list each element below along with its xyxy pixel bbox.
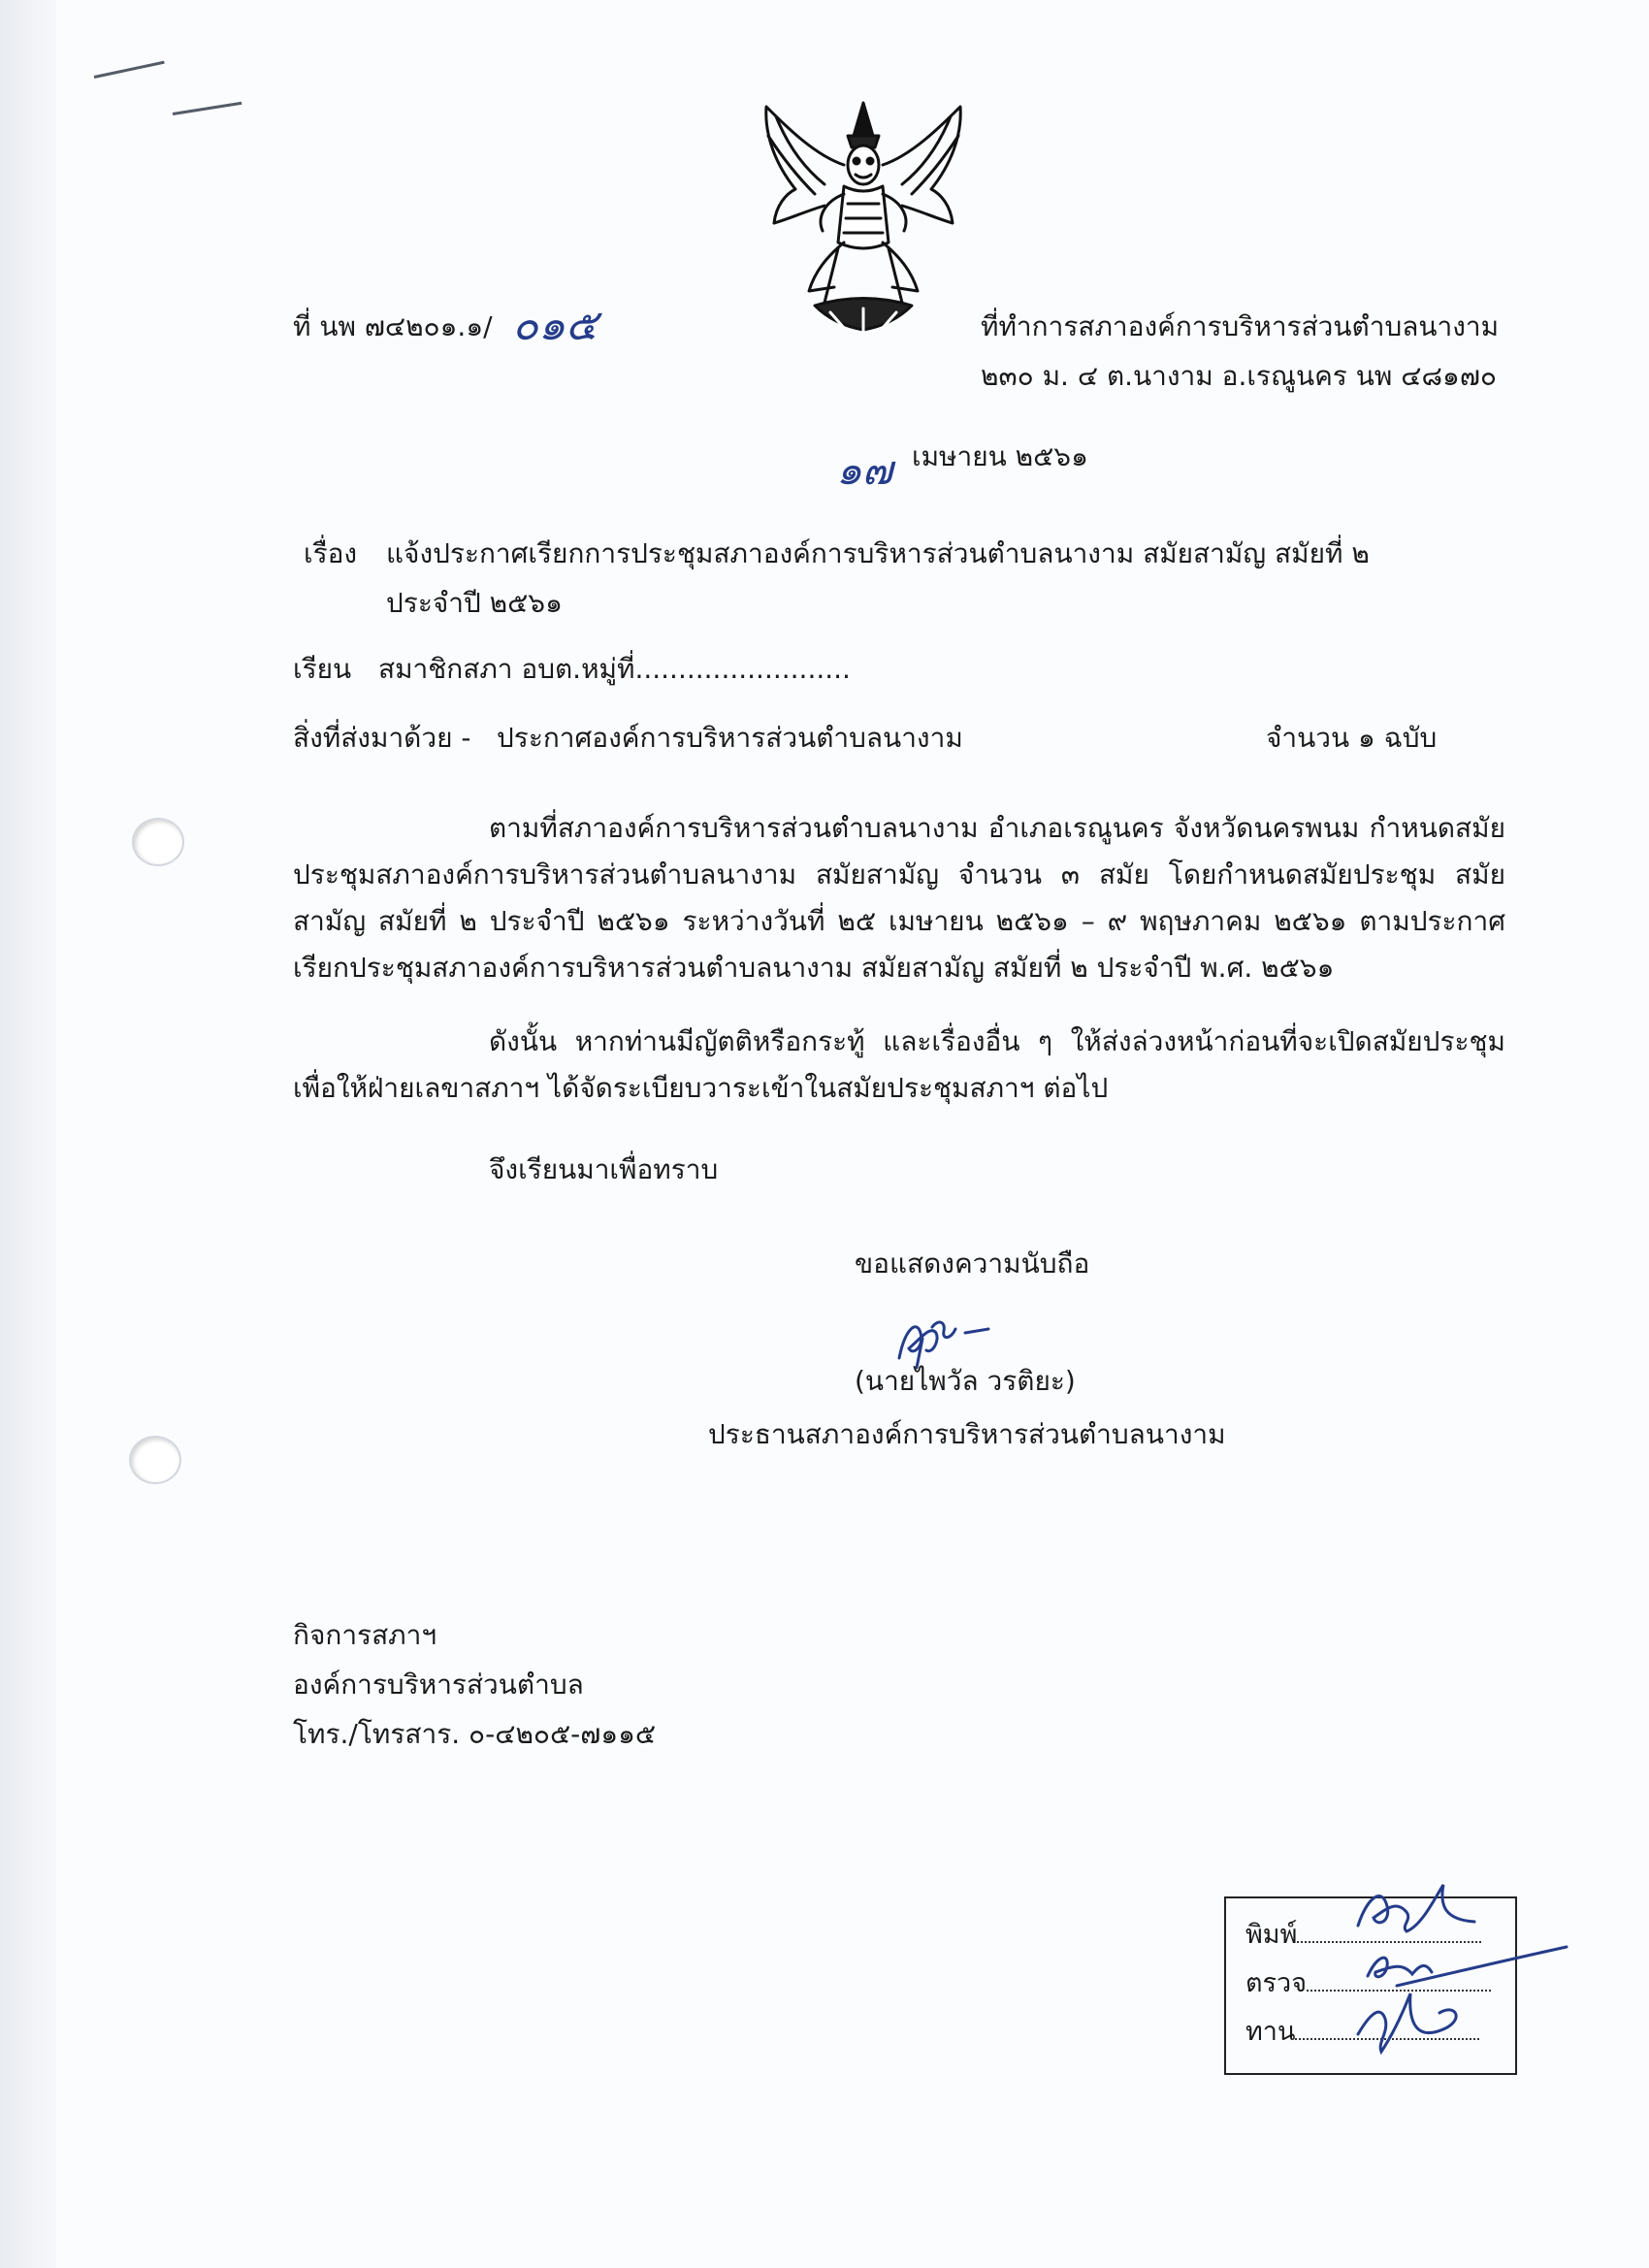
closing-line: จึงเรียนมาเพื่อทราบ (489, 1153, 719, 1185)
subject-line-1: แจ้งประกาศเรียกการประชุมสภาองค์การบริหารส่วนตำบลนางาม สมัยสามัญ สมัยที่ ๒ (386, 537, 1370, 569)
reference-number (293, 308, 493, 345)
date-day-handwritten: ๑๗ (836, 446, 893, 494)
recipient-label: เรียน (293, 653, 352, 685)
body-paragraph-1-text: ตามที่สภาองค์การบริหารส่วนตำบลนางาม อำเภอเรณูนคร จังหวัดนครพนม กำหนดสมัยประชุมสภาองค์การบริหารส่วนตำบลนางาม สมัยสามัญ จำนวน ๓ สมัย โดยกำหนดสมัยประชุม สมัยสามัญ สมัยที่ ๒ ประจำปี ๒๕๖๑ ระหว่างวันที่ ๒๕ เมษายน ๒๕๖๑ – ๙ พฤษภาคม ๒๕๖๑ ตามประกาศเรียกประชุมสภาองค์การบริหารส่วนตำบลนางาม สมัยสามัญ สมัยที่ ๒ ประจำปี พ.ศ. ๒๕๖๑ (293, 812, 1505, 984)
stamp-initials (1339, 1858, 1571, 2086)
reference-printed: ที่ นพ ๗๔๒๐๑.๑/ (293, 310, 493, 342)
salutation: ขอแสดงความนับถือ (855, 1247, 1090, 1280)
signer-name: (นายไพวัล วรติยะ) (855, 1365, 1076, 1397)
subject-line-2: ประจำปี ๒๕๖๑ (386, 587, 563, 619)
staple-mark (94, 61, 165, 79)
signer-title: ประธานสภาองค์การบริหารส่วนตำบลนางาม (708, 1418, 1226, 1450)
punch-hole (132, 818, 184, 866)
garuda-emblem (747, 97, 980, 335)
stamp-checked-label: ตรวจ (1245, 1968, 1308, 1998)
enclosure-label: สิ่งที่ส่งมาด้วย - (293, 722, 471, 754)
date-month-year: เมษายน ๒๕๖๑ (912, 440, 1088, 472)
punch-hole (129, 1436, 181, 1484)
body-paragraph-2 (293, 1019, 1505, 1112)
body-paragraph-2-text: ดังนั้น หากท่านมีญัตติหรือกระทู้ และเรื่องอื่น ๆ ให้ส่งล่วงหน้าก่อนที่จะเปิดสมัยประชุมเพื่อให้ฝ่ายเลขาสภาฯ ได้จัดระเบียบวาระเข้าในสมัยประชุมสภาฯ ต่อไป (293, 1025, 1505, 1104)
subject-label: เรื่อง (304, 537, 358, 569)
footer-phone: โทร./โทรสาร. ๐-๔๒๐๕-๗๑๑๕ (293, 1718, 657, 1750)
stamp-typed-label: พิมพ์ (1245, 1920, 1298, 1950)
reference-handwritten: ๐๑๕ (512, 301, 598, 350)
stamp-reviewed-label: ทาน (1245, 2017, 1296, 2047)
enclosure-text: ประกาศองค์การบริหารส่วนตำบลนางาม (497, 722, 963, 754)
office-name: ที่ทำการสภาองค์การบริหารส่วนตำบลนางาม (981, 310, 1500, 342)
body-paragraph-1 (293, 805, 1505, 991)
footer-organization: องค์การบริหารส่วนตำบล (293, 1669, 584, 1701)
staple-mark (173, 102, 242, 115)
recipient-text: สมาชิกสภา อบต.หมู่ที่......................... (378, 653, 851, 685)
enclosure-count: จำนวน ๑ ฉบับ (1266, 722, 1438, 754)
office-address: ๒๓๐ ม. ๔ ต.นางาม อ.เรณูนคร นพ ๔๘๑๗๐ (981, 360, 1497, 392)
footer-department: กิจการสภาฯ (293, 1619, 437, 1651)
